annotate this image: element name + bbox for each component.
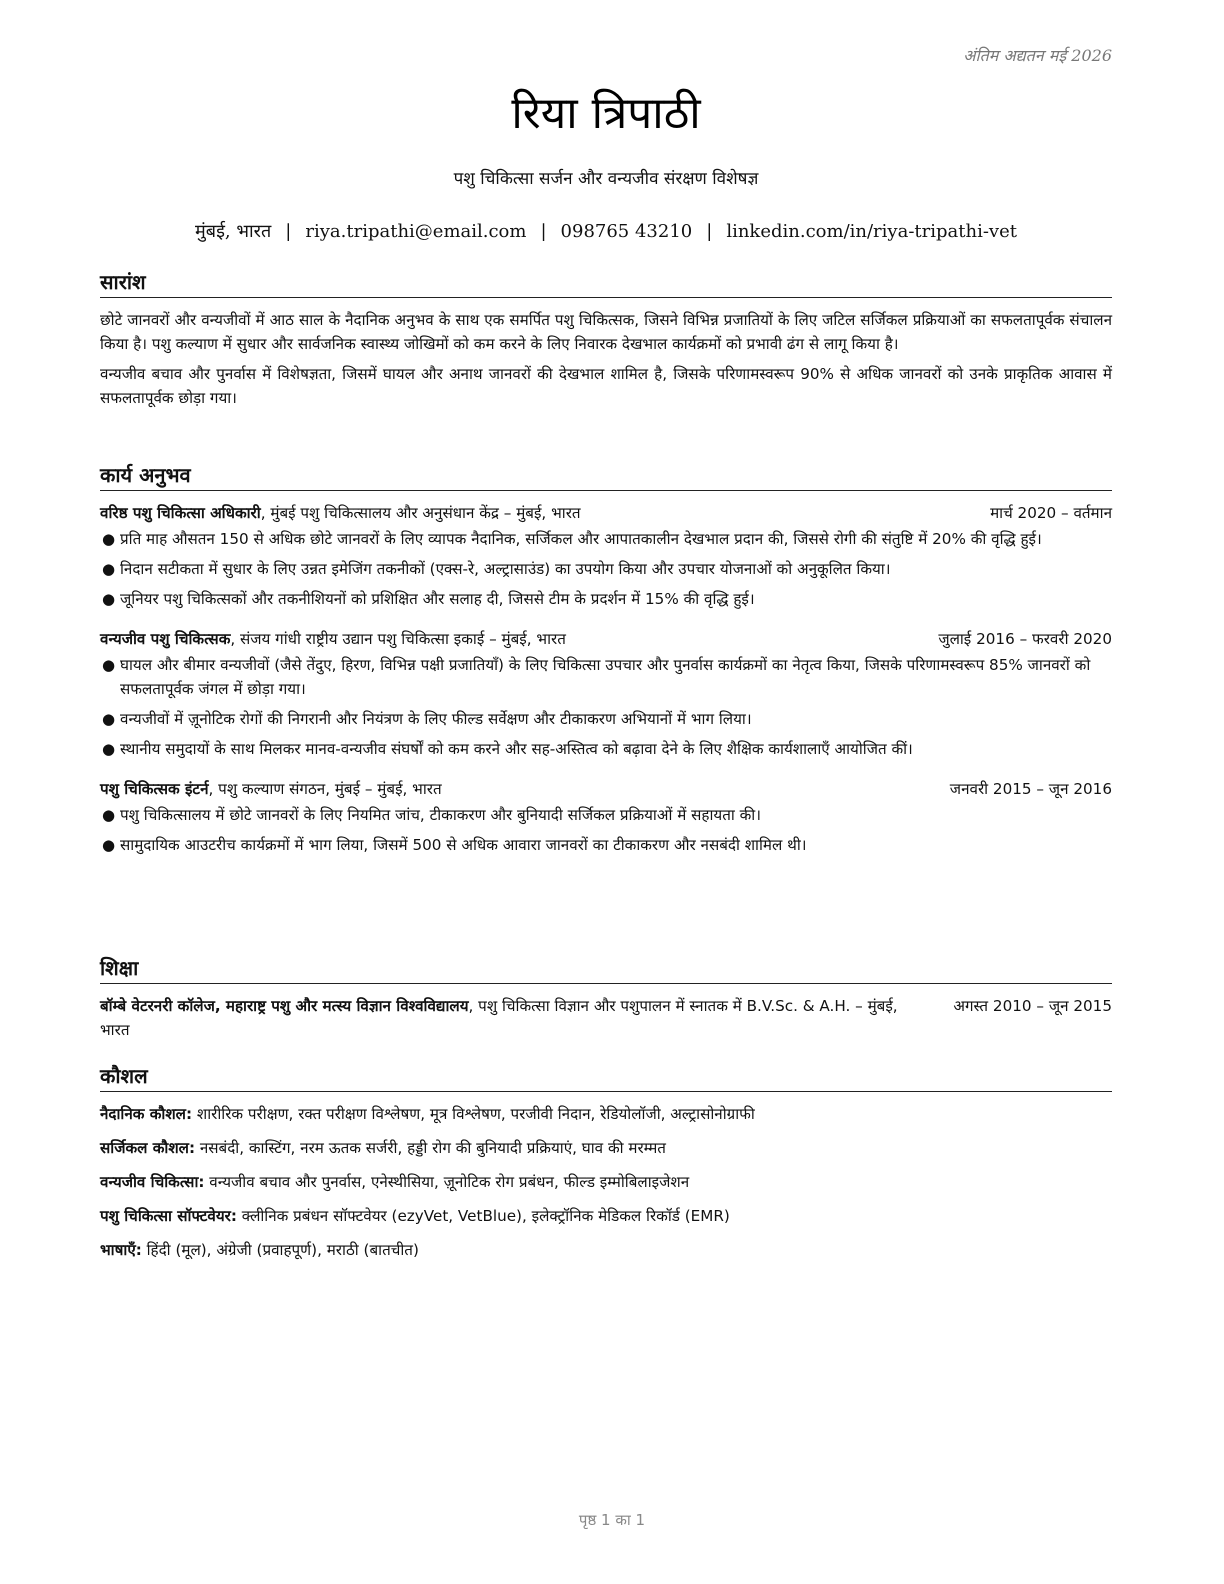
- job-header: [100, 627, 1112, 651]
- list-item: ● घायल और बीमार वन्यजीवों (जैसे तेंदुए, हिरण, विभिन्न पक्षी प्रजातियाँ) के लिए चिकित्सा उपचार और पुनर्वास कार्यक्रमों का नेतृत्व किया, जिसके परिणामस्वरूप 85% जानवरों को सफलतापूर्वक जंगल में छोड़ा गया।: [100, 653, 1112, 701]
- education-dates: अगस्त 2010 – जून 2015: [953, 997, 1112, 1015]
- skills-section: [100, 1062, 1112, 1272]
- contact-separator: |: [540, 221, 547, 242]
- bullet-icon: ●: [102, 740, 116, 758]
- contact-separator: |: [285, 221, 292, 242]
- skill-row: [100, 1204, 1112, 1228]
- job-role: पशु चिकित्सक इंटर्न: [100, 780, 209, 798]
- skill-row: [100, 1238, 1112, 1262]
- job-organization: , पशु कल्याण संगठन, मुंबई – मुंबई, भारत: [208, 780, 442, 798]
- job-organization: , संजय गांधी राष्ट्रीय उद्यान पशु चिकित्सा इकाई – मुंबई, भारत: [230, 630, 566, 648]
- list-item: ● प्रति माह औसतन 150 से अधिक छोटे जानवरों के लिए व्यापक नैदानिक, सर्जिकल और आपातकालीन देखभाल प्रदान की, जिससे रोगी की संतुष्टि में 20% की वृद्धि हुई।: [100, 527, 1112, 551]
- skill-value: वन्यजीव बचाव और पुनर्वास, एनेस्थीसिया, ज़ूनोटिक रोग प्रबंधन, फील्ड इम्मोबिलाइजेशन: [204, 1173, 690, 1191]
- skill-label: भाषाएँ:: [100, 1241, 142, 1259]
- skill-row: [100, 1136, 1112, 1160]
- list-item: ● स्थानीय समुदायों के साथ मिलकर मानव-वन्यजीव संघर्षों को कम करने और सह-अस्तित्व को बढ़ावा देने के लिए शैक्षिक कार्यशालाएँ आयोजित कीं।: [100, 737, 1112, 761]
- experience-heading: कार्य अनुभव: [100, 461, 1112, 491]
- contact-phone[interactable]: 098765 43210: [560, 221, 693, 242]
- skill-value: हिंदी (मूल), अंग्रेजी (प्रवाहपूर्ण), मराठी (बातचीत): [141, 1241, 419, 1259]
- skill-row: [100, 1170, 1112, 1194]
- summary-paragraph: छोटे जानवरों और वन्यजीवों में आठ साल के नैदानिक अनुभव के साथ एक समर्पित पशु चिकित्सक, जिसने विभिन्न प्रजातियों के लिए जटिल सर्जिकल प्रक्रियाओं का सफलतापूर्वक संचालन किया है। पशु कल्याण में सुधार और सार्वजनिक स्वास्थ्य जोखिमों को कम करने के लिए निवारक देखभाल कार्यक्रमों को प्रभावी ढंग से लागू किया है।: [100, 311, 1112, 353]
- job-bullets: [100, 653, 1112, 761]
- education-entry: [100, 994, 1112, 1042]
- bullet-icon: ●: [102, 836, 116, 854]
- contact-linkedin[interactable]: linkedin.com/in/riya-tripathi-vet: [726, 221, 1017, 242]
- summary-paragraph: वन्यजीव बचाव और पुनर्वास में विशेषज्ञता, जिसमें घायल और अनाथ जानवरों की देखभाल शामिल है, जिसके परिणामस्वरूप 90% से अधिक जानवरों को उनके प्राकृतिक आवास में सफलतापूर्वक छोड़ा गया।: [100, 365, 1112, 407]
- skill-value: क्लीनिक प्रबंधन सॉफ्टवेयर (ezyVet, VetBlue), इलेक्ट्रॉनिक मेडिकल रिकॉर्ड (EMR): [236, 1207, 730, 1225]
- summary-heading: सारांश: [100, 268, 1112, 298]
- job-dates: जुलाई 2016 – फरवरी 2020: [938, 630, 1112, 648]
- experience-section: [100, 461, 1112, 873]
- job-role: वन्यजीव पशु चिकित्सक: [100, 630, 231, 648]
- contact-separator: |: [706, 221, 713, 242]
- skill-label: वन्यजीव चिकित्सा:: [100, 1173, 205, 1191]
- resume-page: [100, 0, 1112, 1584]
- education-institution: बॉम्बे वेटरनरी कॉलेज, महाराष्ट्र पशु और मत्स्य विज्ञान विश्वविद्यालय: [100, 997, 469, 1015]
- skill-row: [100, 1102, 1112, 1126]
- bullet-icon: ●: [102, 530, 116, 548]
- education-heading: शिक्षा: [100, 954, 1112, 984]
- bullet-icon: ●: [102, 560, 116, 578]
- contact-email[interactable]: riya.tripathi@email.com: [305, 221, 527, 242]
- job-entry: [100, 627, 1112, 761]
- bullet-icon: ●: [102, 710, 116, 728]
- job-dates: मार्च 2020 – वर्तमान: [990, 504, 1112, 522]
- education-degree: , पशु चिकित्सा विज्ञान और पशुपालन में स्नातक में B.V.Sc. & A.H. – मुंबई, भारत: [100, 997, 898, 1039]
- skill-label: नैदानिक कौशल:: [100, 1105, 193, 1123]
- job-entry: [100, 501, 1112, 611]
- job-bullets: [100, 527, 1112, 611]
- list-item: ● निदान सटीकता में सुधार के लिए उन्नत इमेजिंग तकनीकों (एक्स-रे, अल्ट्रासाउंड) का उपयोग किया और उपचार योजनाओं को अनुकूलित किया।: [100, 557, 1112, 581]
- page-number: पृष्ठ 1 का 1: [578, 1511, 646, 1529]
- job-organization: , मुंबई पशु चिकित्सालय और अनुसंधान केंद्र – मुंबई, भारत: [260, 504, 581, 522]
- skill-label: पशु चिकित्सा सॉफ्टवेयर:: [100, 1207, 237, 1225]
- candidate-name: रिया त्रिपाठी: [511, 88, 701, 139]
- contact-location: मुंबई, भारत: [195, 221, 272, 242]
- summary-section: [100, 268, 1112, 416]
- skill-value: शारीरिक परीक्षण, रक्त परीक्षण विश्लेषण, मूत्र विश्लेषण, परजीवी निदान, रेडियोलॉजी, अल्ट्रासोनोग्राफी: [192, 1105, 755, 1123]
- bullet-icon: ●: [102, 656, 116, 674]
- job-bullets: [100, 803, 1112, 857]
- job-dates: जनवरी 2015 – जून 2016: [949, 780, 1112, 798]
- bullet-icon: ●: [102, 806, 116, 824]
- skill-value: नसबंदी, कास्टिंग, नरम ऊतक सर्जरी, हड्डी रोग की बुनियादी प्रक्रियाएं, घाव की मरम्मत: [195, 1139, 666, 1157]
- list-item: ● जूनियर पशु चिकित्सकों और तकनीशियनों को प्रशिक्षित और सलाह दी, जिससे टीम के प्रदर्शन में 15% की वृद्धि हुई।: [100, 587, 1112, 611]
- headline: पशु चिकित्सा सर्जन और वन्यजीव संरक्षण विशेषज्ञ: [453, 169, 759, 189]
- contact-line: [100, 219, 1112, 243]
- education-section: [100, 954, 1112, 1042]
- list-item: ● पशु चिकित्सालय में छोटे जानवरों के लिए नियमित जांच, टीकाकरण और बुनियादी सर्जिकल प्रक्रियाओं में सहायता की।: [100, 803, 1112, 827]
- list-item: ● वन्यजीवों में ज़ूनोटिक रोगों की निगरानी और नियंत्रण के लिए फील्ड सर्वेक्षण और टीकाकरण अभियानों में भाग लिया।: [100, 707, 1112, 731]
- job-role: वरिष्ठ पशु चिकित्सा अधिकारी: [100, 504, 261, 522]
- bullet-icon: ●: [102, 590, 116, 608]
- job-header: [100, 501, 1112, 525]
- job-header: [100, 777, 1112, 801]
- skill-label: सर्जिकल कौशल:: [100, 1139, 196, 1157]
- last-updated: अंतिम अद्यतन मई 2026: [963, 46, 1112, 65]
- skills-heading: कौशल: [100, 1062, 1112, 1092]
- job-entry: [100, 777, 1112, 857]
- list-item: ● सामुदायिक आउटरीच कार्यक्रमों में भाग लिया, जिसमें 500 से अधिक आवारा जानवरों का टीकाकरण और नसबंदी शामिल थी।: [100, 833, 1112, 857]
